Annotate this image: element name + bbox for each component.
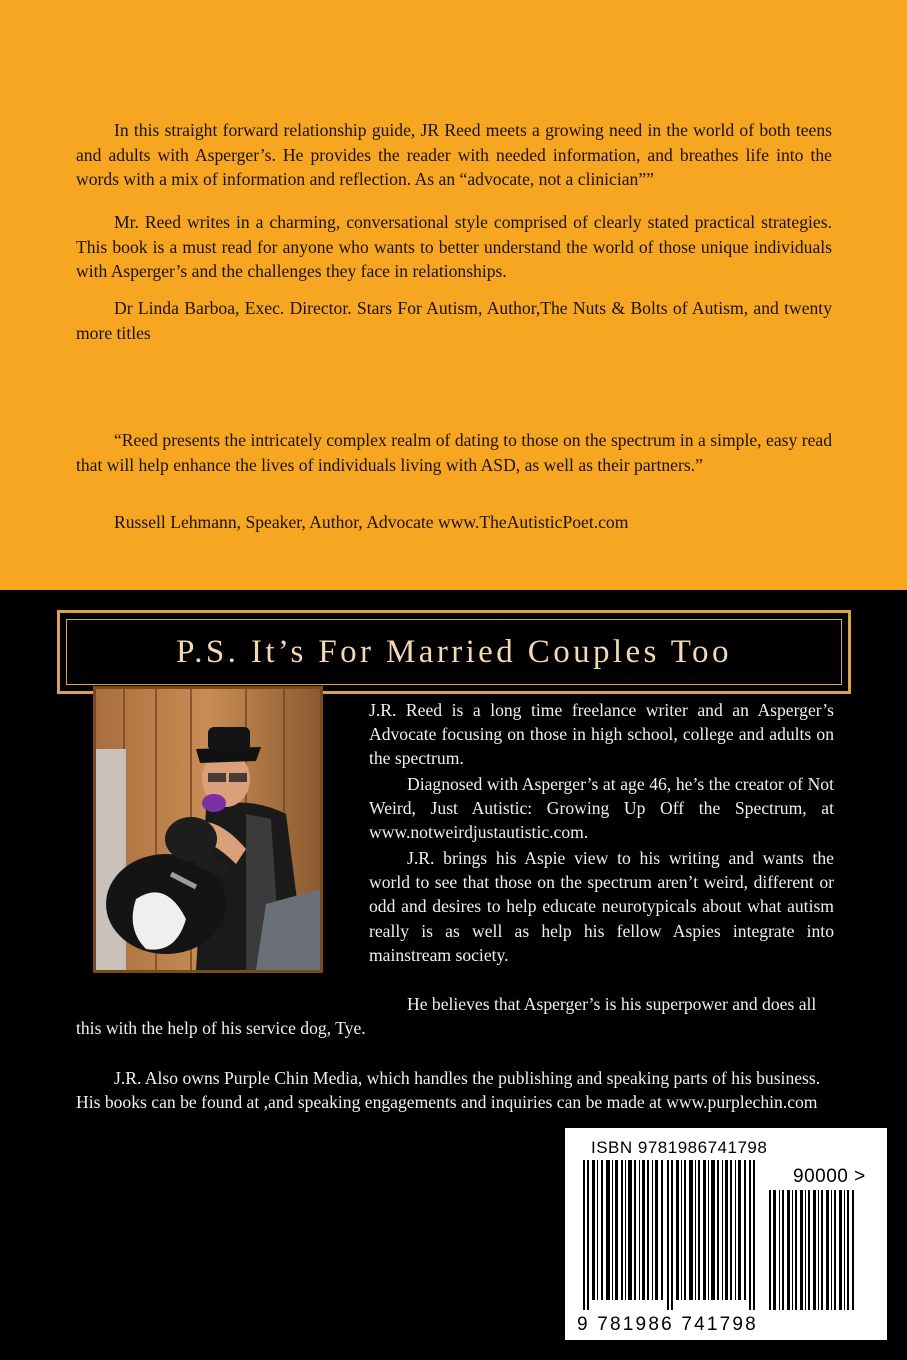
ean-barcode-bars bbox=[583, 1160, 763, 1310]
reviews-section bbox=[0, 0, 907, 590]
review-paragraph-2: Mr. Reed writes in a charming, conversational style comprised of clearly stated practical strategies. This book is a must read for anyone who wants to better understand the world of those unique individuals with Asperger’s and the challenges they face in relationships. bbox=[76, 212, 832, 281]
review-attribution-2: Russell Lehmann, Speaker, Author, Advocate www.TheAutisticPoet.com bbox=[114, 512, 629, 532]
bio-paragraph-2: Diagnosed with Asperger’s at age 46, he’s the creator of Not Weird, Just Autistic: Growing Up Off the Spectrum, at www.notweirdjustautistic.com. bbox=[369, 774, 834, 843]
bio-paragraph-4-start: He believes that Asperger’s is his superpower and does all bbox=[407, 994, 817, 1014]
addon-barcode-bars bbox=[769, 1190, 855, 1310]
title-banner: P.S. It’s For Married Couples Too bbox=[176, 633, 732, 670]
review-attribution-1: Dr Linda Barboa, Exec. Director. Stars For Autism, Author,The Nuts & Bolts of Autism, and twenty more titles bbox=[76, 298, 832, 343]
review-paragraph-3: “Reed presents the intricately complex realm of dating to those on the spectrum in a simple, easy read that will help enhance the lives of individuals living with ASD, as well as their partners.” bbox=[76, 430, 832, 475]
bio-paragraph-3: J.R. brings his Aspie view to his writing and wants the world to see that those on the spectrum aren’t weird, different or odd and desires to help educate neurotypicals about what autism really is as well as help his fellow Aspies integrate into mainstream society. bbox=[369, 848, 834, 965]
isbn-label: ISBN 9781986741798 bbox=[591, 1138, 768, 1157]
author-photo bbox=[93, 686, 323, 973]
price-code: 90000 > bbox=[793, 1166, 866, 1187]
bio-paragraph-5: J.R. Also owns Purple Chin Media, which handles the publishing and speaking parts of his business. His books can be found at ,and speaking engagements and inquiries can be made at www.purplechin.com bbox=[76, 1068, 821, 1113]
title-banner-frame bbox=[57, 610, 851, 694]
barcode-digits: 9 781986 741798 bbox=[577, 1314, 758, 1335]
title-banner-inner-frame bbox=[66, 619, 842, 685]
isbn-barcode bbox=[565, 1128, 887, 1340]
bio-paragraph-4-end: this with the help of his service dog, Tye. bbox=[76, 1018, 366, 1038]
bio-paragraph-1: J.R. Reed is a long time freelance writer and an Asperger’s Advocate focusing on those in high school, college and adults on the spectrum. bbox=[369, 700, 834, 769]
author-with-dog-image bbox=[96, 689, 320, 970]
review-paragraph-1: In this straight forward relationship guide, JR Reed meets a growing need in the world of both teens and adults with Asperger’s. He provides the reader with needed information, and breathes life into the words with a mix of information and reflection. As an “advocate, not a clinician”” bbox=[76, 120, 832, 189]
author-section bbox=[0, 590, 907, 1360]
